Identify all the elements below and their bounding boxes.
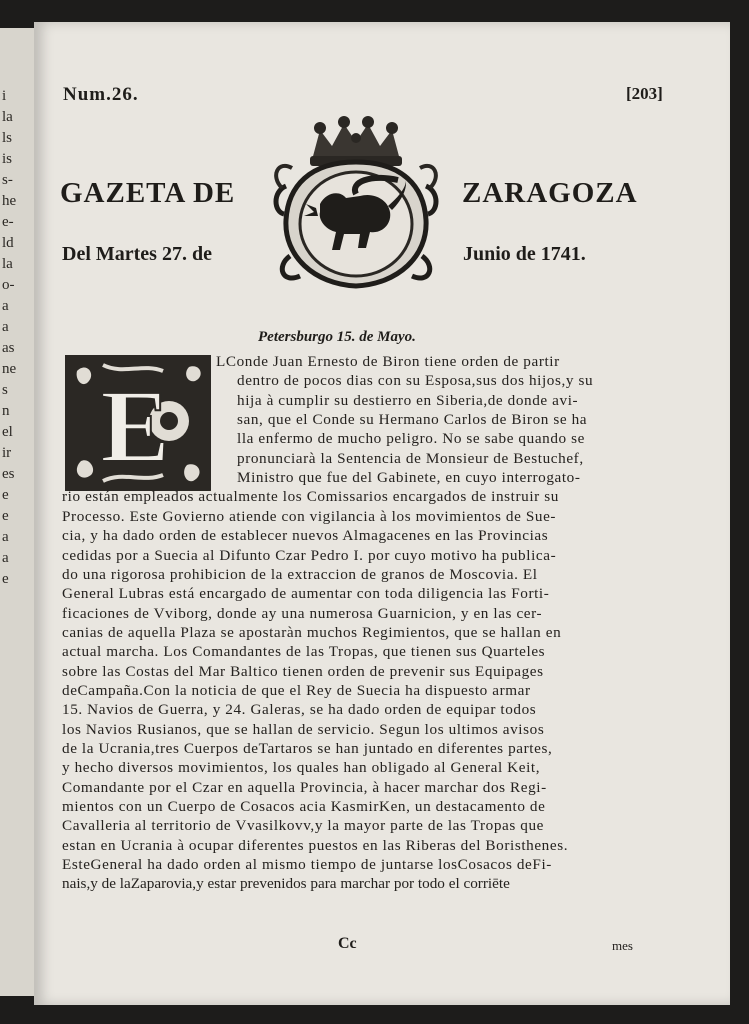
facing-page-fragment: e bbox=[2, 508, 9, 524]
facing-page-fragment: el bbox=[2, 424, 13, 440]
facing-page-fragment: o- bbox=[2, 277, 15, 293]
article-line: LConde Juan Ernesto de Biron tiene orden de partir bbox=[216, 353, 560, 370]
article-line: sobre las Costas del Mar Baltico tienen orden de prevenir sus Equipages bbox=[62, 662, 544, 680]
article-line: General Lubras está encargado de aumentar con toda diligencia las Forti- bbox=[62, 585, 550, 603]
facing-page-fragment: es bbox=[2, 466, 15, 482]
article-line: 15. Navios de Guerra, y 24. Galeras, se ha dado orden de equipar todos bbox=[62, 701, 537, 719]
article-line: nais,y de laZaparovia,y estar prevenidos para marchar por todo el corriēte bbox=[62, 875, 510, 893]
decorated-initial-e bbox=[63, 353, 213, 493]
initial-letter: E bbox=[100, 369, 170, 484]
facing-page-fragment: a bbox=[2, 319, 9, 335]
facing-page-fragment: e- bbox=[2, 214, 14, 230]
article-dateline: Petersburgo 15. de Mayo. bbox=[258, 329, 416, 345]
article-line: estan en Ucrania à ocupar diferentes puestos en las Riberas del Boristhenes. bbox=[62, 836, 569, 854]
facing-page-fragment: as bbox=[2, 340, 15, 356]
masthead-title-left: GAZETA DE bbox=[60, 177, 236, 209]
article-line: dentro de pocos dias con su Esposa,sus dos hijos,y su bbox=[237, 372, 594, 390]
facing-page-fragment: e bbox=[2, 487, 9, 503]
coat-of-arms-emblem bbox=[270, 116, 442, 294]
facing-page-fragment: ls bbox=[2, 130, 13, 146]
masthead-title-right: ZARAGOZA bbox=[462, 177, 638, 209]
article-line: EsteGeneral ha dado orden al mismo tiempo de juntarse losCosacos deFi- bbox=[62, 856, 552, 874]
article-line: hija à cumplir su destierro en Siberia,de donde avi- bbox=[237, 391, 579, 409]
catchword: mes bbox=[612, 938, 633, 953]
facing-page-fragment: a bbox=[2, 529, 9, 545]
article-line: pronunciarà la Sentencia de Monsieur de Bestuchef, bbox=[237, 449, 584, 467]
facing-page-fragment: e bbox=[2, 571, 9, 587]
facing-page-fragment: a bbox=[2, 550, 9, 566]
article-line: san, que el Conde su Hermano Carlos de Biron se ha bbox=[237, 411, 588, 429]
facing-page-fragment: ne bbox=[2, 361, 17, 377]
facing-page-fragment: n bbox=[2, 403, 10, 419]
facing-page-fragment: la bbox=[2, 256, 13, 272]
article-line: Comandante por el Czar en aquella Provincia, à hacer marchar dos Regi- bbox=[62, 778, 547, 796]
facing-page-fragment: a bbox=[2, 298, 9, 314]
facing-page-fragment: ir bbox=[2, 445, 12, 461]
facing-page-fragment: ld bbox=[2, 235, 14, 251]
facing-page-fragment: la bbox=[2, 109, 13, 125]
article-line: actual marcha. Los Comandantes de las Tropas, que tienen sus Quarteles bbox=[62, 643, 546, 661]
issue-number: Num.26. bbox=[63, 84, 139, 105]
article-line: Processo. Este Govierno atiende con vigilancia à los movimientos de Sue- bbox=[62, 507, 557, 525]
facing-page-edge bbox=[0, 28, 36, 996]
signature-mark: Cc bbox=[338, 935, 357, 952]
facing-page-fragment: he bbox=[2, 193, 17, 209]
article-line: canias de aquella Plaza se apostaràn muchos Regimientos, que se hallan en bbox=[62, 623, 562, 641]
issue-date-right: Junio de 1741. bbox=[463, 243, 586, 265]
issue-date-left: Del Martes 27. de bbox=[62, 243, 212, 265]
article-line: mientos con un Cuerpo de Cosacos acia KasmirKen, un destacamento de bbox=[62, 798, 546, 816]
facing-page-fragment: s bbox=[2, 382, 8, 398]
article-line: cia, y ha dado orden de establecer nuevos Almagacenes en las Provincias bbox=[62, 527, 549, 545]
facing-page-fragment: s- bbox=[2, 172, 13, 188]
article-line: los Navios Rusianos, que se hallan de servicio. Segun los ultimos avisos bbox=[62, 720, 545, 738]
article-line: Ministro que fue del Gabinete, en cuyo interrogato- bbox=[237, 469, 581, 487]
article-line: de la Ucrania,tres Cuerpos deTartaros se han juntado en diferentes partes, bbox=[62, 740, 553, 757]
article-line: cedidas por a Suecia al Difunto Czar Pedro I. por cuyo motivo ha publica- bbox=[62, 546, 557, 564]
article-line: do una rigorosa prohibicion de la extraccion de granos de Moscovia. El bbox=[62, 565, 538, 583]
facing-page-fragment: i bbox=[2, 88, 7, 104]
facing-page-fragment: is bbox=[2, 151, 13, 167]
article-line: rio están empleados actualmente los Comissarios encargados de instruir su bbox=[62, 488, 559, 506]
article-line: y hecho diversos movimientos, los quales han obligado al General Keit, bbox=[62, 759, 541, 777]
page-number: [203] bbox=[626, 84, 663, 103]
article-line: Cavalleria al territorio de Vvasilkovv,y la mayor parte de las Tropas que bbox=[62, 817, 545, 835]
article-line: ficaciones de Vviborg, donde ay una numerosa Guarnicion, y en las cer- bbox=[62, 604, 543, 622]
article-line: lla enfermo de mucho peligro. No se sabe quando se bbox=[237, 430, 585, 448]
article-line: deCampaña.Con la noticia de que el Rey de Suecia ha dispuesto armar bbox=[62, 681, 531, 699]
